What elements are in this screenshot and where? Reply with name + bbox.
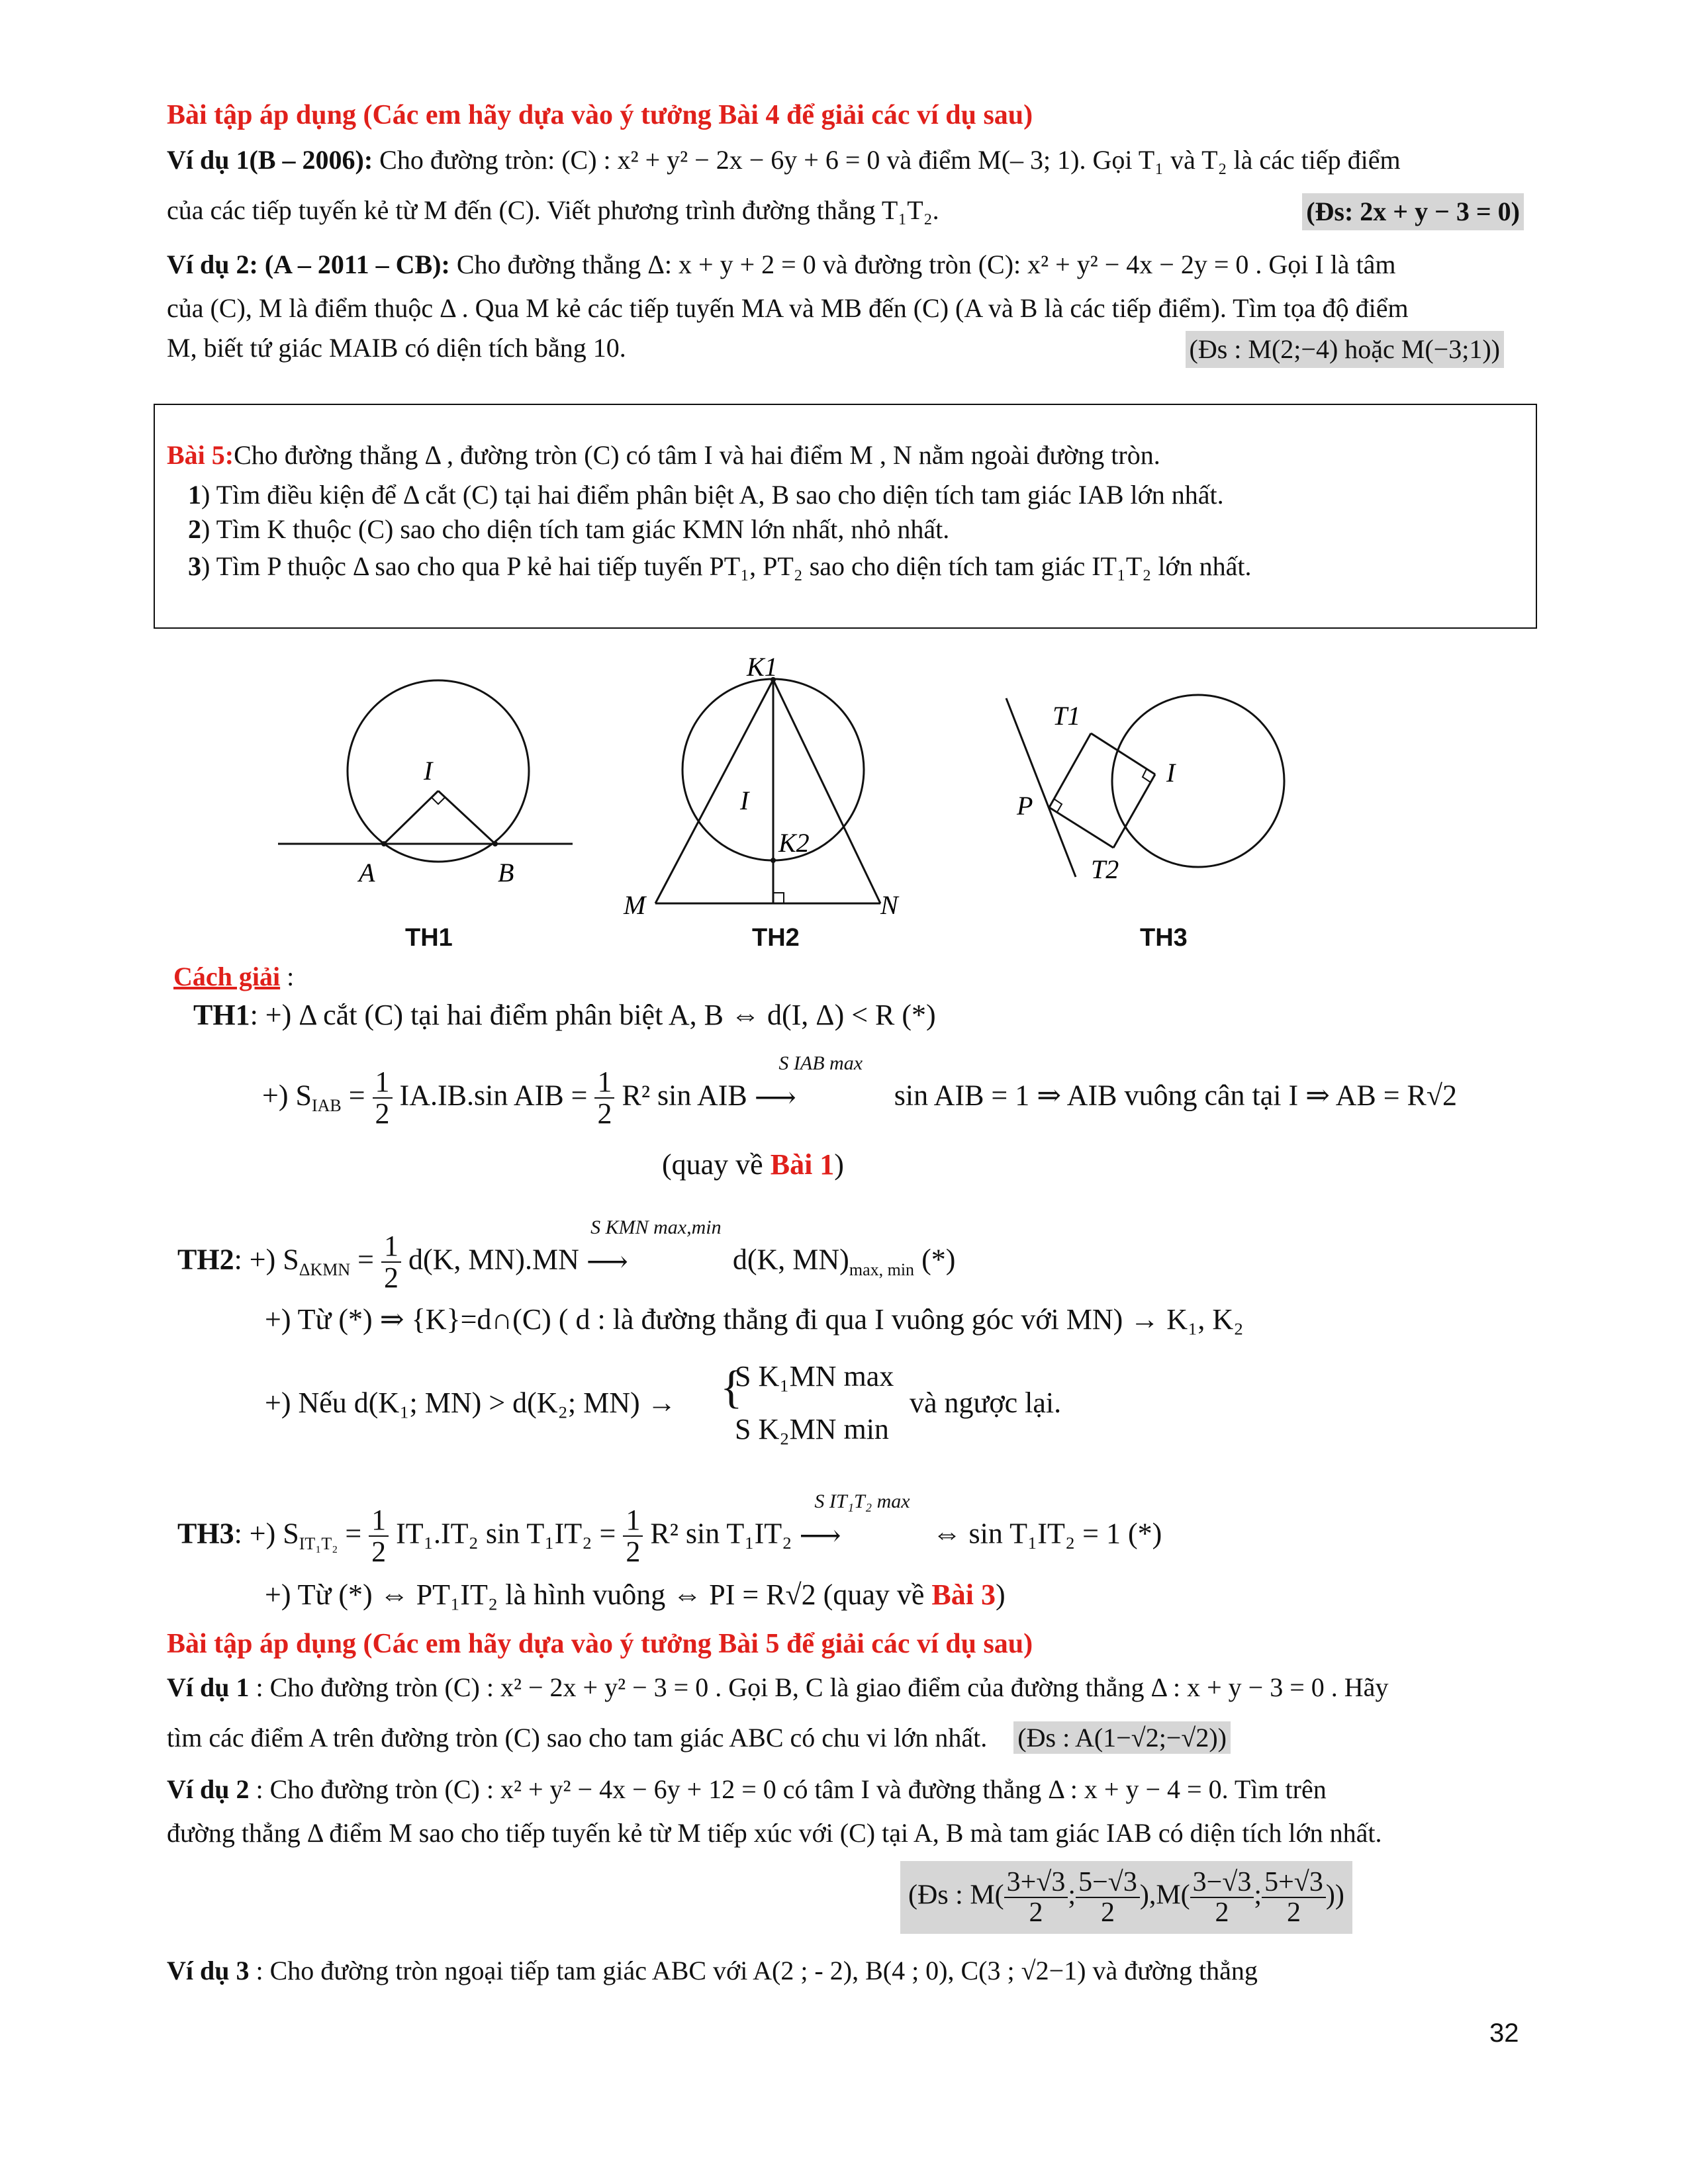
fraction-half: $\frac{1}{2}$ <box>623 1505 643 1567</box>
solution-title: Cách giải <box>173 962 281 991</box>
th3-line2: +) Từ (*) ⇔ PT₁IT₂ là hình vuông ⇔ PI = R√2 (quay về Bài 3) <box>265 1578 1006 1611</box>
s2-vd1-line2: tìm các điểm A trên đường tròn (C) sao cho tam giác ABC có chu vi lớn nhất. (Đs : A(1−√2;−√2)) <box>167 1721 1231 1755</box>
th3-it2 <box>1113 774 1155 848</box>
th2-line1: TH2: +) $S_{\Delta KMN}$ = $\frac{1}{2}$ d(K, MN).MN S KMN max,min ⟶ d(K, $MN)_{max, min}$ (*) <box>177 1216 956 1295</box>
th2-line2: +) Từ (*) ⇒ {K}=d∩(C) ( d : là đường thẳng đi qua I vuông góc với MN) → K₁, K₂ <box>265 1303 1244 1336</box>
s2-vd3-line1: Ví dụ 3 : Cho đường tròn ngoại tiếp tam giác ABC với A(2 ; - 2), B(4 ; 0), C(3 ; √2−1) và đường thẳng <box>167 1956 1258 1985</box>
fraction-half: $\frac{1}{2}$ <box>373 1067 393 1129</box>
th1-right-angle <box>432 797 445 804</box>
vd2-line1: Ví dụ 2: (A – 2011 – CB): Cho đường thẳng Δ: x + y + 2 = 0 và đường tròn (C): x² + y² − 4x − 2y = 0 . Gọi I là tâm <box>167 250 1396 279</box>
fraction-3: $\frac{3-√3}{2}$ <box>1190 1868 1254 1927</box>
th2-k1m <box>655 680 773 903</box>
th1-point-b <box>492 841 498 846</box>
th3-label-i: I <box>1166 758 1176 788</box>
th2-brace-line1: S K₁MN max <box>735 1360 894 1392</box>
th2-label-i: I <box>740 786 749 815</box>
figure-th1 <box>265 675 596 900</box>
th3-line1: TH3: +) $S_{IT_1T_2}$ = $\frac{1}{2}$ IT₁.IT₂ sin T₁IT₂ = $\frac{1}{2}$ R² sin T₁IT₂ S IT₁T₂ max ⟶ ⇔ sin T₁IT₂ = 1 (*) <box>177 1490 1162 1569</box>
bai5-item1: 1) Tìm điều kiện để Δ cắt (C) tại hai điểm phân biệt A, B sao cho diện tích tam giác IAB lớn nhất. <box>188 480 1224 510</box>
figure-th3 <box>993 685 1291 903</box>
vd1-answer: (Đs: 2x + y − 3 = 0) <box>1302 193 1524 230</box>
section2-heading: Bài tập áp dụng (Các em hãy dựa vào ý tưởng Bài 5 để giải các ví dụ sau) <box>167 1629 1033 1659</box>
th2-line3: +) Nếu d(K₁; MN) > d(K₂; MN) → <box>265 1387 677 1419</box>
th2-point-k2 <box>771 858 776 863</box>
th1-label-a: A <box>359 858 375 887</box>
th3-circle <box>1112 695 1284 867</box>
vd2-line3: M, biết tứ giác MAIB có diện tích bằng 10. (Đs : M(2;−4) hoặc M(−3;1)) <box>167 331 1504 365</box>
fraction-4: $\frac{5+√3}{2}$ <box>1262 1868 1326 1927</box>
fraction-2: $\frac{5-√3}{2}$ <box>1076 1868 1140 1927</box>
fraction-half: $\frac{1}{2}$ <box>594 1067 614 1129</box>
th2-brace-line2: S K₂MN min <box>735 1413 889 1445</box>
s2-vd2-answer: (Đs : M( $\frac{3+√3}{2}$ ; $\frac{5-√3}{2}$ ),M( $\frac{3-√3}{2}$ ; $\frac{5+√3}{2}$ )) <box>900 1861 1352 1934</box>
bai5-item3: 3) Tìm P thuộc Δ sao cho qua P kẻ hai tiếp tuyến PT₁, PT₂ sao cho diện tích tam giác IT₁T₂ lớn nhất. <box>188 551 1252 581</box>
th1-circle <box>348 680 529 862</box>
th3-pt2 <box>1049 807 1113 848</box>
s2-vd2-line1: Ví dụ 2 : Cho đường tròn (C) : x² + y² − 4x − 6y + 12 = 0 có tâm I và đường thẳng Δ : x + y − 4 = 0. Tìm trên <box>167 1774 1327 1804</box>
th2-right-angle <box>773 893 784 903</box>
caption-th2: TH2 <box>752 924 800 952</box>
th3-label-t1: T1 <box>1053 701 1081 731</box>
th2-arrow: S KMN max,min ⟶ <box>586 1216 722 1279</box>
fraction-half: $\frac{1}{2}$ <box>369 1505 389 1567</box>
th2-line3-end: và ngược lại. <box>910 1387 1062 1419</box>
section1-heading: Bài tập áp dụng (Các em hãy dựa vào ý tưởng Bài 4 để giải các ví dụ sau) <box>167 100 1033 130</box>
s2-vd1-line1: Ví dụ 1 : Cho đường tròn (C) : x² − 2x + y² − 3 = 0 . Gọi B, C là giao điểm của đường thẳng Δ : x + y − 3 = 0 . Hãy <box>167 1672 1389 1702</box>
vd2-line2: của (C), M là điểm thuộc Δ . Qua M kẻ các tiếp tuyến MA và MB đến (C) (A và B là các tiếp điểm). Tìm tọa độ điểm <box>167 293 1409 323</box>
th1-arrow: S IAB max ⟶ <box>754 1052 863 1115</box>
caption-th3: TH3 <box>1140 924 1188 952</box>
th2-brace: { <box>720 1362 743 1413</box>
th1-ib <box>438 791 495 844</box>
vd1-line2: của các tiếp tuyến kẻ từ M đến (C). Viết phương trình đường thẳng T₁T₂. (Đs: 2x + y − 3 = 0) <box>167 193 1524 228</box>
th2-label-k1: K1 <box>747 652 778 682</box>
s2-vd2-line2: đường thẳng Δ điểm M sao cho tiếp tuyến kẻ từ M tiếp xúc với (C) tại A, B mà tam giác IAB có diện tích lớn nhất. <box>167 1818 1382 1848</box>
th1-label-b: B <box>498 858 514 887</box>
th1-label-i: I <box>424 756 433 786</box>
th2-k1n <box>773 680 880 903</box>
th1-line2: +) $S_{IAB}$ = $\frac{1}{2}$ IA.IB.sin AIB = $\frac{1}{2}$ R² sin AIB S IAB max ⟶ sin AIB = 1 ⇒ AIB vuông cân tại I ⇒ AB = R√2 <box>262 1052 1458 1130</box>
caption-th1: TH1 <box>405 924 453 952</box>
page-number: 32 <box>1489 2019 1519 2048</box>
bai5-intro: Bài 5:Cho đường thẳng Δ , đường tròn (C) có tâm I và hai điểm M , N nằm ngoài đường tròn. <box>167 440 1160 470</box>
th3-arrow: S IT₁T₂ max ⟶ <box>799 1490 910 1553</box>
vd2-answer: (Đs : M(2;−4) hoặc M(−3;1)) <box>1186 331 1504 368</box>
bai5-item2: 2) Tìm K thuộc (C) sao cho diện tích tam giác KMN lớn nhất, nhỏ nhất. <box>188 514 950 544</box>
th1-point-a <box>381 841 387 846</box>
th3-label-t2: T2 <box>1091 854 1119 884</box>
th1-line3: (quay về Bài 1) <box>662 1148 844 1181</box>
th1-ia <box>384 791 438 844</box>
s2-vd1-answer: (Đs : A(1−√2;−√2)) <box>1013 1721 1231 1754</box>
th3-label-p: P <box>1017 791 1033 821</box>
th2-label-k2: K2 <box>778 828 810 858</box>
th1-line1: TH1: +) Δ cắt (C) tại hai điểm phân biệt A, B ⇔ d(I, Δ) < R (*) <box>193 999 936 1031</box>
th3-pt1 <box>1049 733 1091 807</box>
figure-th2 <box>596 652 940 917</box>
fraction-half: $\frac{1}{2}$ <box>381 1231 401 1293</box>
fraction-1: $\frac{3+√3}{2}$ <box>1004 1868 1068 1927</box>
vd1-line1: Ví dụ 1(B – 2006): Cho đường tròn: (C) : x² + y² − 2x − 6y + 6 = 0 và điểm M(– 3; 1). Gọi T₁ và T₂ là các tiếp điểm <box>167 145 1401 175</box>
th2-label-m: M <box>624 890 646 917</box>
solution-title-line: Cách giải : <box>173 962 295 991</box>
th2-label-n: N <box>880 890 898 917</box>
